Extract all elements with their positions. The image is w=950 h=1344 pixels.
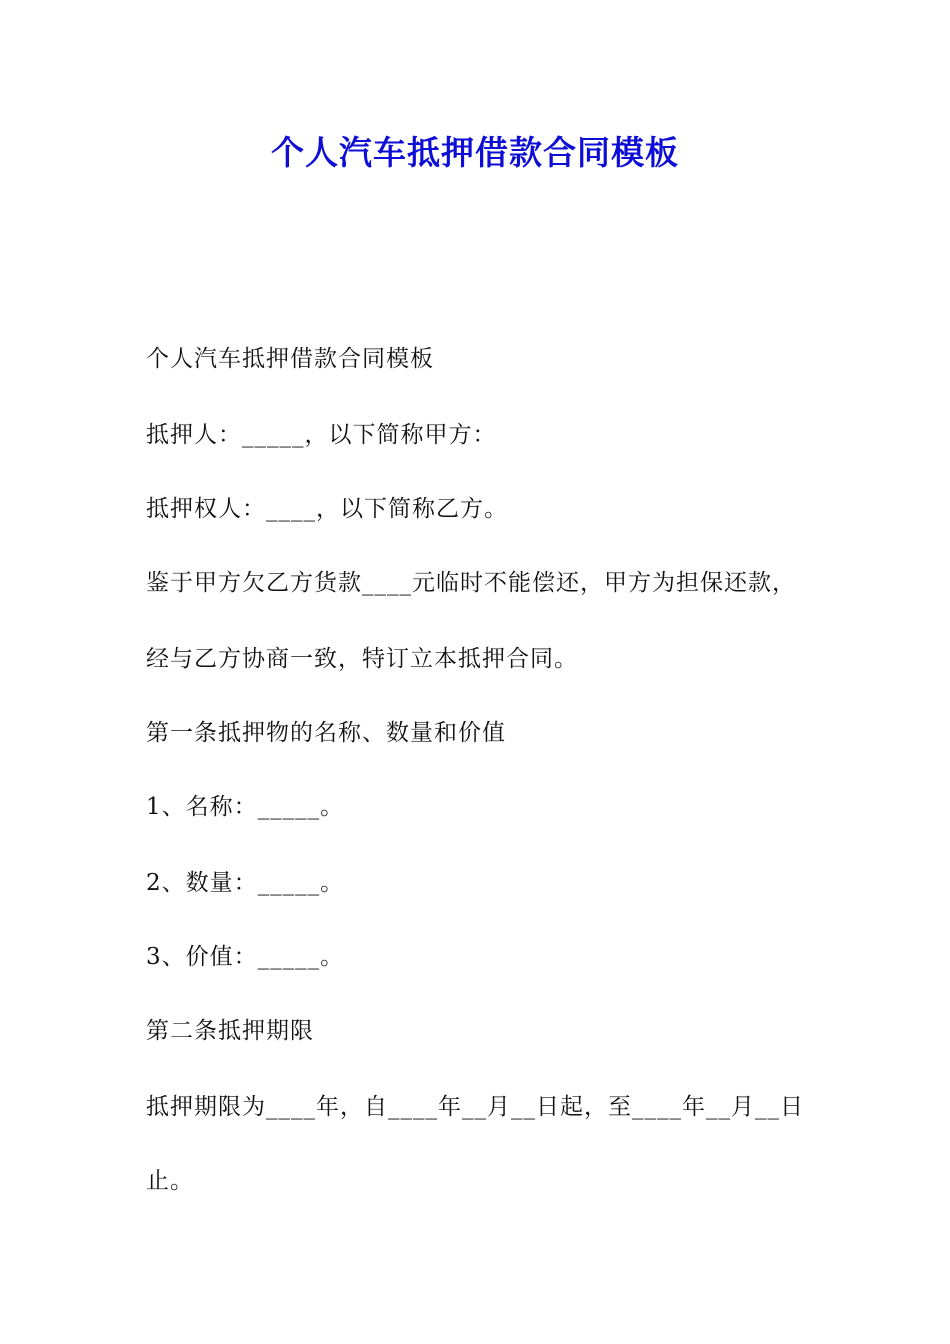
paragraph-heading: 个人汽车抵押借款合同模板 [146, 346, 434, 372]
paragraph-term-line1: 抵押期限为____年，自____年__月__日起，至____年__月__日 [146, 1094, 804, 1120]
article-one-heading: 第一条抵押物的名称、数量和价值 [146, 720, 506, 746]
article-two-heading: 第二条抵押期限 [146, 1018, 314, 1044]
document-title: 个人汽车抵押借款合同模板 [271, 133, 679, 172]
paragraph-whereas-line2: 经与乙方协商一致，特订立本抵押合同。 [146, 646, 578, 672]
item-quantity: 2、数量：_____。 [146, 870, 345, 896]
item-name: 1、名称：_____。 [146, 794, 345, 820]
item-value: 3、价值：_____。 [146, 944, 345, 970]
paragraph-term-line2: 止。 [146, 1168, 194, 1194]
paragraph-mortgagor: 抵押人：_____，以下简称甲方： [146, 422, 497, 448]
paragraph-mortgagee: 抵押权人：____，以下简称乙方。 [146, 496, 508, 522]
paragraph-whereas-line1: 鉴于甲方欠乙方货款____元临时不能偿还，甲方为担保还款， [146, 570, 796, 596]
